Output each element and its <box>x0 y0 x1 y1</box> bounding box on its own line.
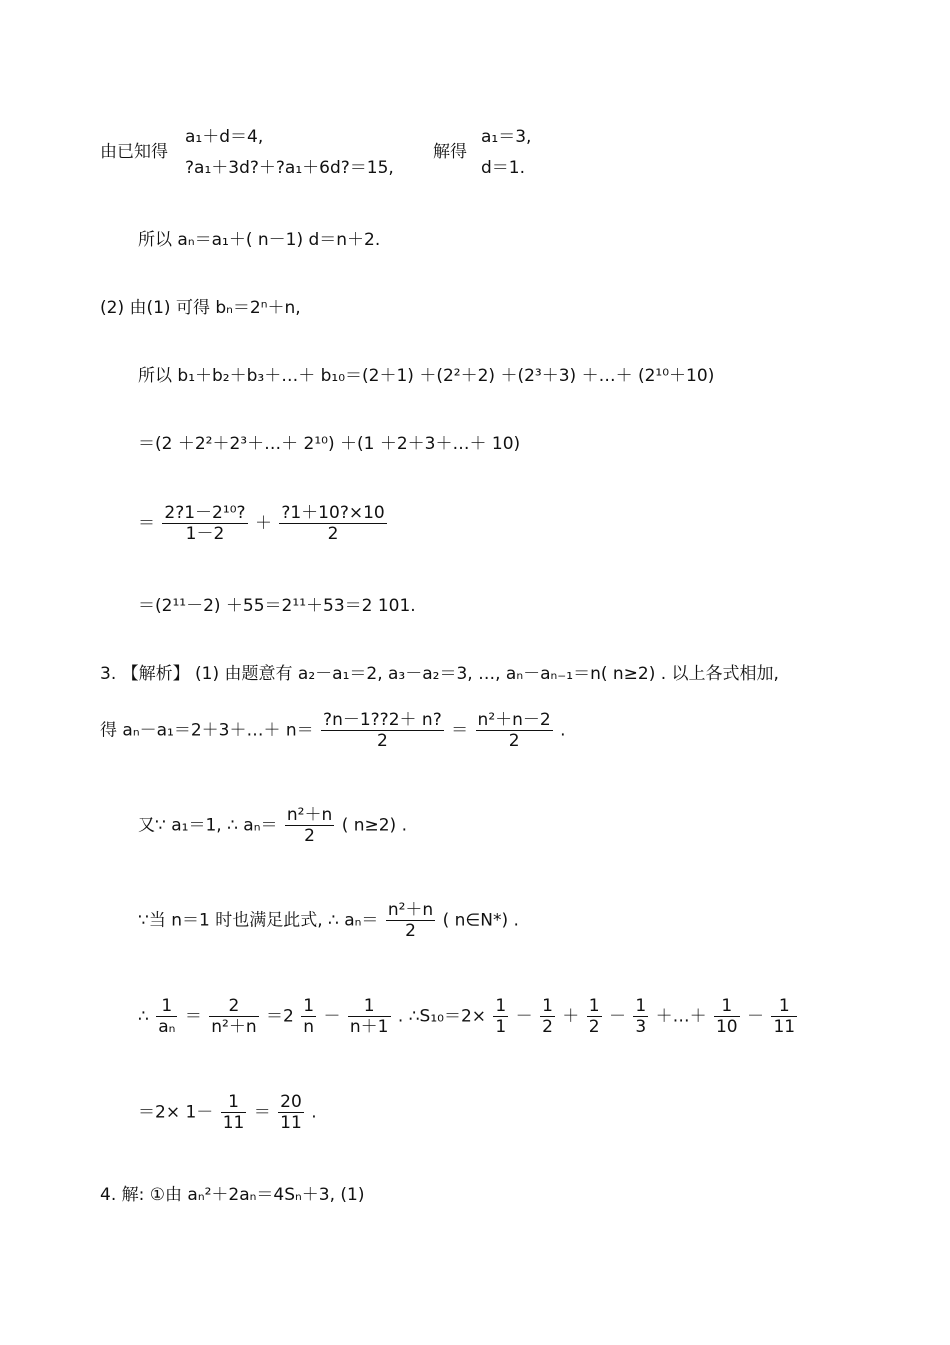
fraction-an <box>386 900 435 941</box>
denominator: 2 <box>327 524 339 544</box>
sum-result: ＝(2¹¹－2) ＋55＝2¹¹＋53＝2 101. <box>138 596 416 616</box>
therefore-sign: ∴ <box>138 1006 149 1027</box>
fraction-1-2 <box>540 996 555 1037</box>
fraction-1-10 <box>714 996 740 1037</box>
an-formula-n2 <box>138 805 407 846</box>
final-sum <box>138 1092 317 1133</box>
denominator: 1 <box>495 1017 507 1037</box>
denominator: 11 <box>280 1113 302 1133</box>
numerator: 1 <box>221 1092 247 1113</box>
minus-sign: － <box>608 1006 626 1027</box>
numerator: n²＋n－2 <box>477 710 551 730</box>
denominator: aₙ <box>158 1017 176 1037</box>
period: . <box>560 720 566 741</box>
denominator: n＋1 <box>349 1017 389 1037</box>
formula-an: 所以 aₙ＝a₁＋( n－1) d＝n＋2. <box>138 230 381 250</box>
denominator: n²＋n <box>211 1017 257 1037</box>
minus-sign: － <box>515 1006 533 1027</box>
equals-two: ＝2 <box>266 1006 294 1027</box>
sum-fractions <box>138 503 389 544</box>
fraction-1-an <box>156 996 177 1037</box>
known-label: 由已知得 <box>100 142 168 162</box>
minus-sign: － <box>323 1006 341 1027</box>
numerator: n²＋n <box>286 805 333 825</box>
an-text: 又∵ a₁＝1, ∴ aₙ＝ <box>138 815 278 836</box>
denominator: 11 <box>773 1017 796 1037</box>
numerator: ?1＋10?×10 <box>281 503 385 523</box>
numerator: 1 <box>495 996 507 1016</box>
an-formula-all <box>138 900 519 941</box>
fraction-1-11 <box>771 996 797 1037</box>
denominator: 2 <box>508 731 520 751</box>
sum-regroup: ＝(2 ＋2²＋2³＋…＋ 2¹⁰) ＋(1 ＋2＋3＋…＋ 10) <box>138 434 521 454</box>
equation-2: ?a₁＋3d?＋?a₁＋6d?＝15, <box>185 158 394 178</box>
condition: ( n∈N*) . <box>442 910 519 931</box>
denominator: 1－2 <box>185 524 225 544</box>
numerator: 20 <box>280 1092 302 1112</box>
denominator: 2 <box>376 731 388 751</box>
numerator: 1 <box>635 996 647 1016</box>
denominator: n <box>303 1017 315 1037</box>
equals-sign: ＝ <box>253 1102 271 1123</box>
fraction-simplified <box>476 710 553 751</box>
part-2-line: (2) 由(1) 可得 bₙ＝2ⁿ＋n, <box>100 298 301 318</box>
denominator: 10 <box>715 1017 738 1037</box>
numerator: 1 <box>156 996 177 1017</box>
minus-sign: － <box>747 1006 765 1027</box>
numerator: 1 <box>348 996 391 1017</box>
fraction-1-11 <box>221 1092 247 1133</box>
plus-sign: ＋ <box>562 1006 580 1027</box>
problem-4-line: 4. 解: ①由 aₙ²＋2aₙ＝4Sₙ＋3, (1) <box>100 1185 365 1205</box>
reciprocal-line <box>138 996 799 1037</box>
fraction-geometric <box>162 503 247 544</box>
denominator: 2 <box>304 826 315 846</box>
s10-text: . ∴S₁₀＝2× <box>397 1006 487 1027</box>
numerator: ?n－1??2＋ n? <box>323 710 442 730</box>
fraction-20-11 <box>278 1092 304 1133</box>
sum-an-line <box>100 710 566 751</box>
equals-sign: ＝ <box>184 1006 202 1027</box>
fraction-2-n2n <box>209 996 258 1037</box>
problem-3-intro: 3. 【解析】 (1) 由题意有 a₂－a₁＝2, a₃－a₂＝3, …, aₙ－aₙ₋₁＝n( n≥2) . 以上各式相加, <box>100 664 779 684</box>
fraction-1-n <box>301 996 316 1037</box>
denominator: 2 <box>542 1017 553 1037</box>
solve-label: 解得 <box>433 142 467 162</box>
fraction-1-3 <box>633 996 648 1037</box>
fraction-an <box>285 805 334 846</box>
numerator: 1 <box>771 996 797 1017</box>
numerator: 2?1－2¹⁰? <box>164 503 246 523</box>
numerator: 1 <box>714 996 740 1017</box>
numerator: 1 <box>542 996 553 1016</box>
result-d: d＝1. <box>481 158 526 178</box>
final-sum-text: ＝2× 1－ <box>138 1102 214 1123</box>
fraction-1-n1 <box>348 996 391 1037</box>
equals-sign: ＝ <box>451 720 469 741</box>
ellipsis: ＋…＋ <box>655 1006 707 1027</box>
sum-an-text: 得 aₙ－a₁＝2＋3＋…＋ n＝ <box>100 720 314 741</box>
period: . <box>311 1102 317 1123</box>
fraction-1-2b <box>587 996 602 1037</box>
equals-sign: ＝ <box>138 513 155 534</box>
condition: ( n≥2) . <box>341 815 407 836</box>
denominator: 2 <box>588 1017 600 1037</box>
sum-expansion: 所以 b₁＋b₂＋b₃＋…＋ b₁₀＝(2＋1) ＋(2²＋2) ＋(2³＋3) ＋…＋ (2¹⁰＋10) <box>138 366 715 386</box>
result-a1: a₁＝3, <box>481 127 532 147</box>
fraction-1-1 <box>493 996 508 1037</box>
numerator: 1 <box>303 996 315 1016</box>
fraction-sum <box>321 710 444 751</box>
numerator: 1 <box>588 996 600 1016</box>
numerator: n²＋n <box>387 900 434 920</box>
plus-sign: ＋ <box>254 513 272 534</box>
denominator: 2 <box>405 921 416 941</box>
denominator: 3 <box>635 1017 647 1037</box>
equation-1: a₁＋d＝4, <box>185 127 264 147</box>
fraction-arithmetic <box>279 503 386 544</box>
an-text: ∵当 n＝1 时也满足此式, ∴ aₙ＝ <box>138 910 379 931</box>
denominator: 11 <box>222 1113 245 1133</box>
numerator: 2 <box>209 996 258 1017</box>
